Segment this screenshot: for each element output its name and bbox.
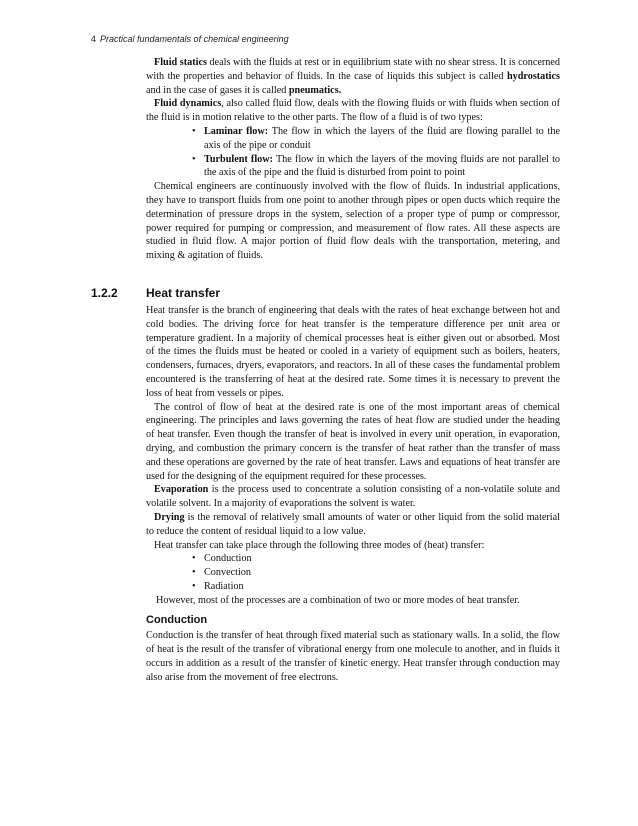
chem-eng-paragraph: Chemical engineers are continuously involved with the flow of fluids. In industrial applications, they have to transport fluids from one point to another through pipes or open ducts which require the determination of pressure drops in the system, selection of a proper type of pump or compressor, power required for pumping or compression, and measurement of flow rates. All these aspects are studied in fluid flow. A major portion of fluid flow deals with the transportation, metering, and mixing & agitation of fluids.: [146, 181, 560, 262]
fluid-dynamics-paragraph: [146, 97, 560, 125]
fluid-statics-paragraph: [146, 56, 560, 97]
list-item-radiation: • Radiation: [204, 580, 560, 594]
heat-transfer-paragraph-2: The control of flow of heat at the desired rate is one of the most important areas of chemical engineering. The principles and laws governing the rates of heat flow are studied under the heading of heat transfer. Even though the transfer of heat is involved in every unit operation, in evaporation, drying, and combustion the primary concern is the transfer of heat rather than the transfer of mass and these operations are governed by the rate of heat transfer. Laws and equations of heat transfer are used for the designing of the equipment required for these processes.: [146, 401, 560, 482]
section-title: Heat transfer: [146, 286, 221, 300]
intro-body: [146, 56, 560, 263]
drying-text: is the removal of relatively small amounts of water or other liquid from the solid material to reduce the content of residual liquid to a low value.: [146, 511, 560, 537]
fluid-dynamics-term: Fluid dynamics: [154, 98, 222, 110]
modes-list: [204, 552, 560, 593]
turbulent-text: The flow in which the layers of the moving fluids are not parallel to the axis of the pipe and the fluid is disturbed from point to point: [204, 153, 561, 179]
evaporation-term: Evaporation: [154, 484, 209, 496]
pneumatics-term: pneumatics.: [288, 84, 342, 96]
running-title: Practical fundamentals of chemical engineering: [100, 34, 289, 44]
fluid-statics-text-1: deals with the fluids at rest or in equilibrium state with no shear stress. It is concerned with the properties and behavior of fluids. In the case of liquids this subject is called: [146, 57, 560, 82]
drying-paragraph: [146, 511, 560, 539]
drying-term: Drying: [154, 511, 185, 523]
turbulent-term: Turbulent flow:: [204, 153, 273, 165]
fluid-dynamics-text: , also called fluid flow, deals with the flowing fluids or with fluids when section of the fluid is in motion relative to the other parts. The flow of a fluid is of two types:: [146, 98, 560, 124]
list-item-convection: • Convection: [204, 566, 560, 580]
conduction-heading: Conduction: [146, 613, 208, 626]
evaporation-text: is the process used to concentrate a solution consisting of a non-volatile solute and volatile solvent. In a majority of evaporations the solvent is water.: [146, 484, 560, 510]
list-item-conduction: • Conduction: [204, 552, 560, 566]
fluid-statics-text-2: and in the case of gases it is called: [146, 84, 289, 96]
heat-transfer-paragraph-1: Heat transfer is the branch of engineering that deals with the rates of heat exchange between hot and cold bodies. The driving force for heat transfer is the temperature difference per unit area or temperature gradient. In a majority of chemical processes heat is either given out or absorbed. Most of the times the fluids must be heated or cooled in a variety of equipment such as boilers, heaters, condensers, furnaces, dryers, evaporators, and reactors. In all of these cases the fundamental problem encountered is the transferring of heat at the desired rate. Some times it is necessary to prevent the loss of heat from vessels or pipes.: [146, 305, 560, 399]
fluid-statics-term: Fluid statics: [154, 57, 207, 68]
modes-intro: Heat transfer can take place through the following three modes of (heat) transfer:: [154, 539, 485, 551]
section-number: 1.2.2: [91, 286, 118, 300]
running-header: [91, 34, 289, 44]
laminar-term: Laminar flow:: [204, 125, 269, 137]
flow-types-list: [204, 125, 560, 180]
list-item-laminar: [204, 125, 560, 153]
combination-paragraph: However, most of the processes are a combination of two or more modes of heat transfer.: [156, 594, 520, 606]
page-number: 4: [91, 34, 97, 44]
laminar-text: The flow in which the layers of the fluid are flowing parallel to the axis of the pipe or conduit: [204, 125, 560, 151]
evaporation-paragraph: [146, 483, 560, 511]
section-body: [146, 304, 560, 685]
hydrostatics-term: hydrostatics: [506, 70, 560, 82]
list-item-turbulent: [204, 153, 560, 181]
conduction-paragraph: Conduction is the transfer of heat through fixed material such as stationary walls. In a solid, the flow of heat is the result of the transfer of vibrational energy from one molecule to another, and in fluids it occurs in addition as a result of the transfer of kinetic energy. Heat transfer through conduction may also arise from the movement of free electrons.: [146, 630, 560, 683]
